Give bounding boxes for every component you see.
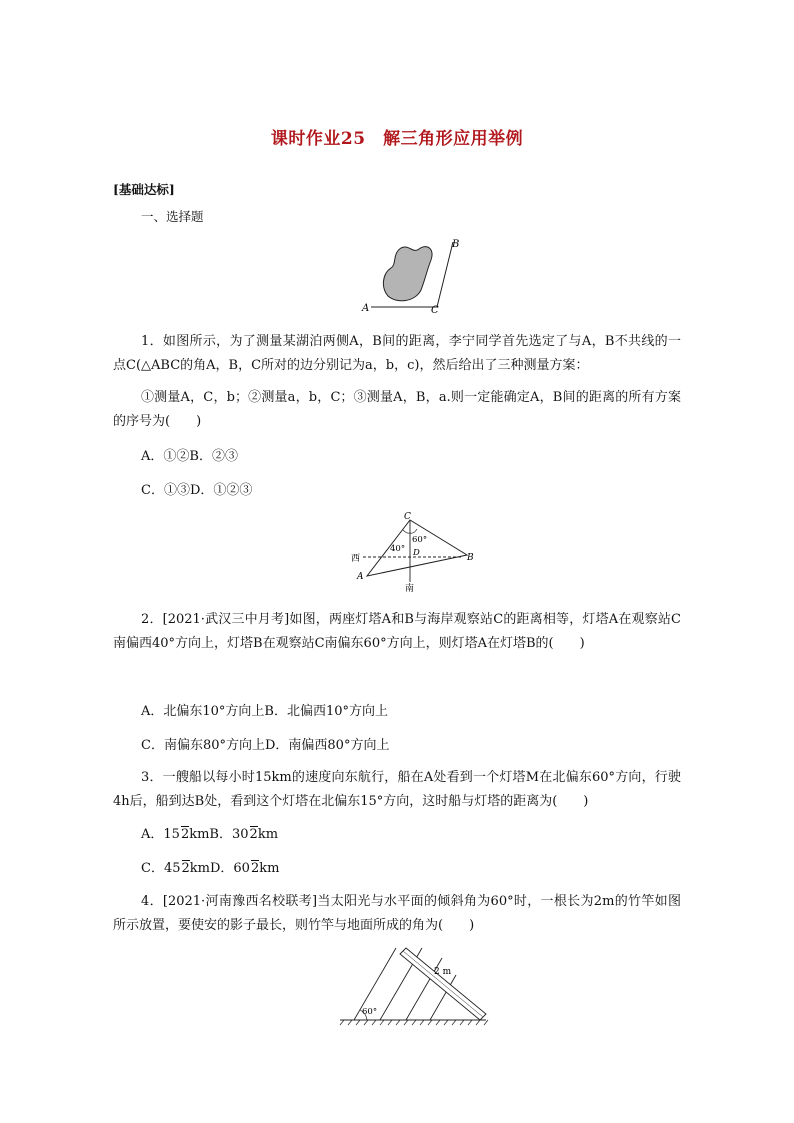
- q3-optA-pre: A．15: [141, 827, 180, 842]
- label-d: D: [413, 548, 420, 558]
- q1-stem: 1．如图所示，为了测量某湖泊两侧A，B间的距离，李宁同学首先选定了与A，B不共线的一点C(△ABC的角A，B，C所对的边分别记为a，b，c)，然后给出了三种测量方案：: [113, 334, 681, 373]
- label-a: A: [357, 572, 364, 582]
- angle-label: 60°: [362, 1007, 378, 1017]
- q3-stem: 3．一艘船以每小时15km的速度向东航行，船在A处看到一个灯塔M在北偏东60°方向，行驶4h后，船到达B处，看到这个灯塔在北偏东15°方向，这时船与灯塔的距离为( ): [113, 770, 681, 809]
- label-a: A: [362, 303, 370, 314]
- q2-stem: 2．[2021·武汉三中月考]如图，两座灯塔A和B与海岸观察站C的距离相等，灯塔A在观察站C南偏西40°方向上，灯塔B在观察站C南偏东60°方向上，则灯塔A在灯塔B的( ): [113, 612, 681, 651]
- angle-60: 60°: [412, 535, 428, 545]
- q3-optB-post: km: [257, 827, 279, 842]
- label-c: C: [404, 512, 411, 522]
- angle-arc-60: [410, 529, 417, 533]
- q2-options-cd: C．南偏东80°方向上D．南偏西80°方向上: [141, 738, 390, 753]
- ground-hatch: [340, 1020, 488, 1025]
- q3-optC-pre: C．45: [141, 861, 181, 876]
- q3-options-cd: [141, 857, 279, 876]
- section-basic: [基础达标]: [113, 182, 175, 197]
- label-west: 西: [351, 554, 361, 564]
- bamboo-figure: [334, 944, 494, 1028]
- q3-optC-post: kmD．60: [189, 861, 250, 876]
- q1-options-cd: C．①③D．①②③: [141, 483, 253, 498]
- length-label: 2 m: [434, 967, 452, 977]
- sqrt-radicand: 2: [181, 861, 190, 876]
- q3-optD-post: km: [259, 861, 280, 876]
- q3-options-ab: [141, 823, 278, 842]
- angle-40: 40°: [390, 544, 406, 554]
- section-choice: 一、选择题: [141, 209, 204, 224]
- label-b: B: [452, 239, 460, 250]
- lake-figure: [355, 236, 465, 314]
- angle-arc-40: [403, 530, 410, 533]
- q3-optA-post: kmB．30: [189, 827, 249, 842]
- q1-options-ab: A．①②B．②③: [141, 449, 238, 464]
- q1-stem-2: ①测量A，C，b；②测量a，b，C；③测量A，B，a.则一定能确定A，B间的距离的所有方案的序号为( ): [113, 390, 681, 429]
- q4-stem: 4．[2021·河南豫西名校联考]当太阳光与水平面的倾斜角为60°时，一根长为2m的竹竿如图所示放置，要使安的影子最长，则竹竿与地面所成的角为( ): [113, 894, 681, 933]
- sqrt-radicand: 2: [180, 827, 190, 842]
- lighthouse-figure: [343, 510, 483, 592]
- label-south: 南: [405, 584, 415, 592]
- sqrt-radicand: 2: [249, 827, 258, 842]
- q2-options-ab: A．北偏东10°方向上B．北偏西10°方向上: [141, 704, 389, 719]
- page-title: 课时作业25 解三角形应用举例: [270, 129, 524, 149]
- lake-shape: [383, 247, 432, 301]
- label-c: C: [431, 305, 439, 314]
- sqrt-radicand: 2: [250, 861, 260, 876]
- bamboo-inner: [403, 951, 483, 1017]
- label-b: B: [467, 553, 474, 563]
